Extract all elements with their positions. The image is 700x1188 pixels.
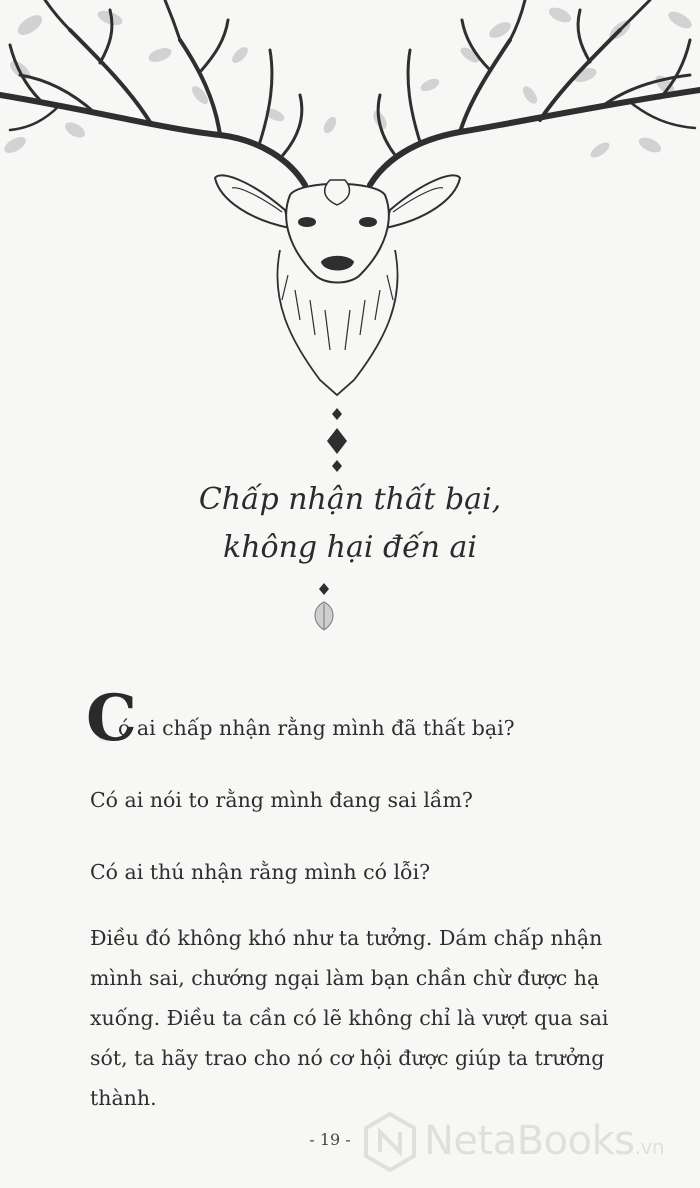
paragraph-3: Có ai thú nhận rằng mình có lỗi? xyxy=(90,860,431,884)
paragraph-4: Điều đó không khó như ta tưởng. Dám chấp nhận mình sai, chướng ngại làm bạn chần chừ được hạ xuống. Điều ta cần có lẽ không chỉ là vượt qua sai sót, ta hãy trao cho nó cơ hội được giúp ta trưởng thành. xyxy=(90,926,609,1110)
left-antler xyxy=(0,0,305,185)
leaf-decorations xyxy=(2,4,695,160)
watermark-brand: NetaBooks xyxy=(424,1118,635,1164)
paragraph-2: Có ai nói to rằng mình đang sai lầm? xyxy=(90,788,473,812)
page-number: - 19 - xyxy=(309,1130,351,1149)
deer-head xyxy=(277,180,397,395)
chapter-title-line-1: Chấp nhận thất bại, xyxy=(198,482,502,517)
watermark-suffix: .vn xyxy=(634,1135,664,1159)
paragraph-1: ó ai chấp nhận rằng mình đã thất bại? xyxy=(118,716,515,740)
right-antler xyxy=(370,0,700,185)
leaf-ornament-icon xyxy=(315,602,333,630)
chapter-title-line-2: không hại đến ai xyxy=(223,530,477,565)
netabooks-watermark xyxy=(362,1108,700,1178)
netabooks-logo-icon xyxy=(362,1112,418,1172)
drop-cap: C xyxy=(86,681,137,756)
watermark-text xyxy=(424,1118,664,1164)
